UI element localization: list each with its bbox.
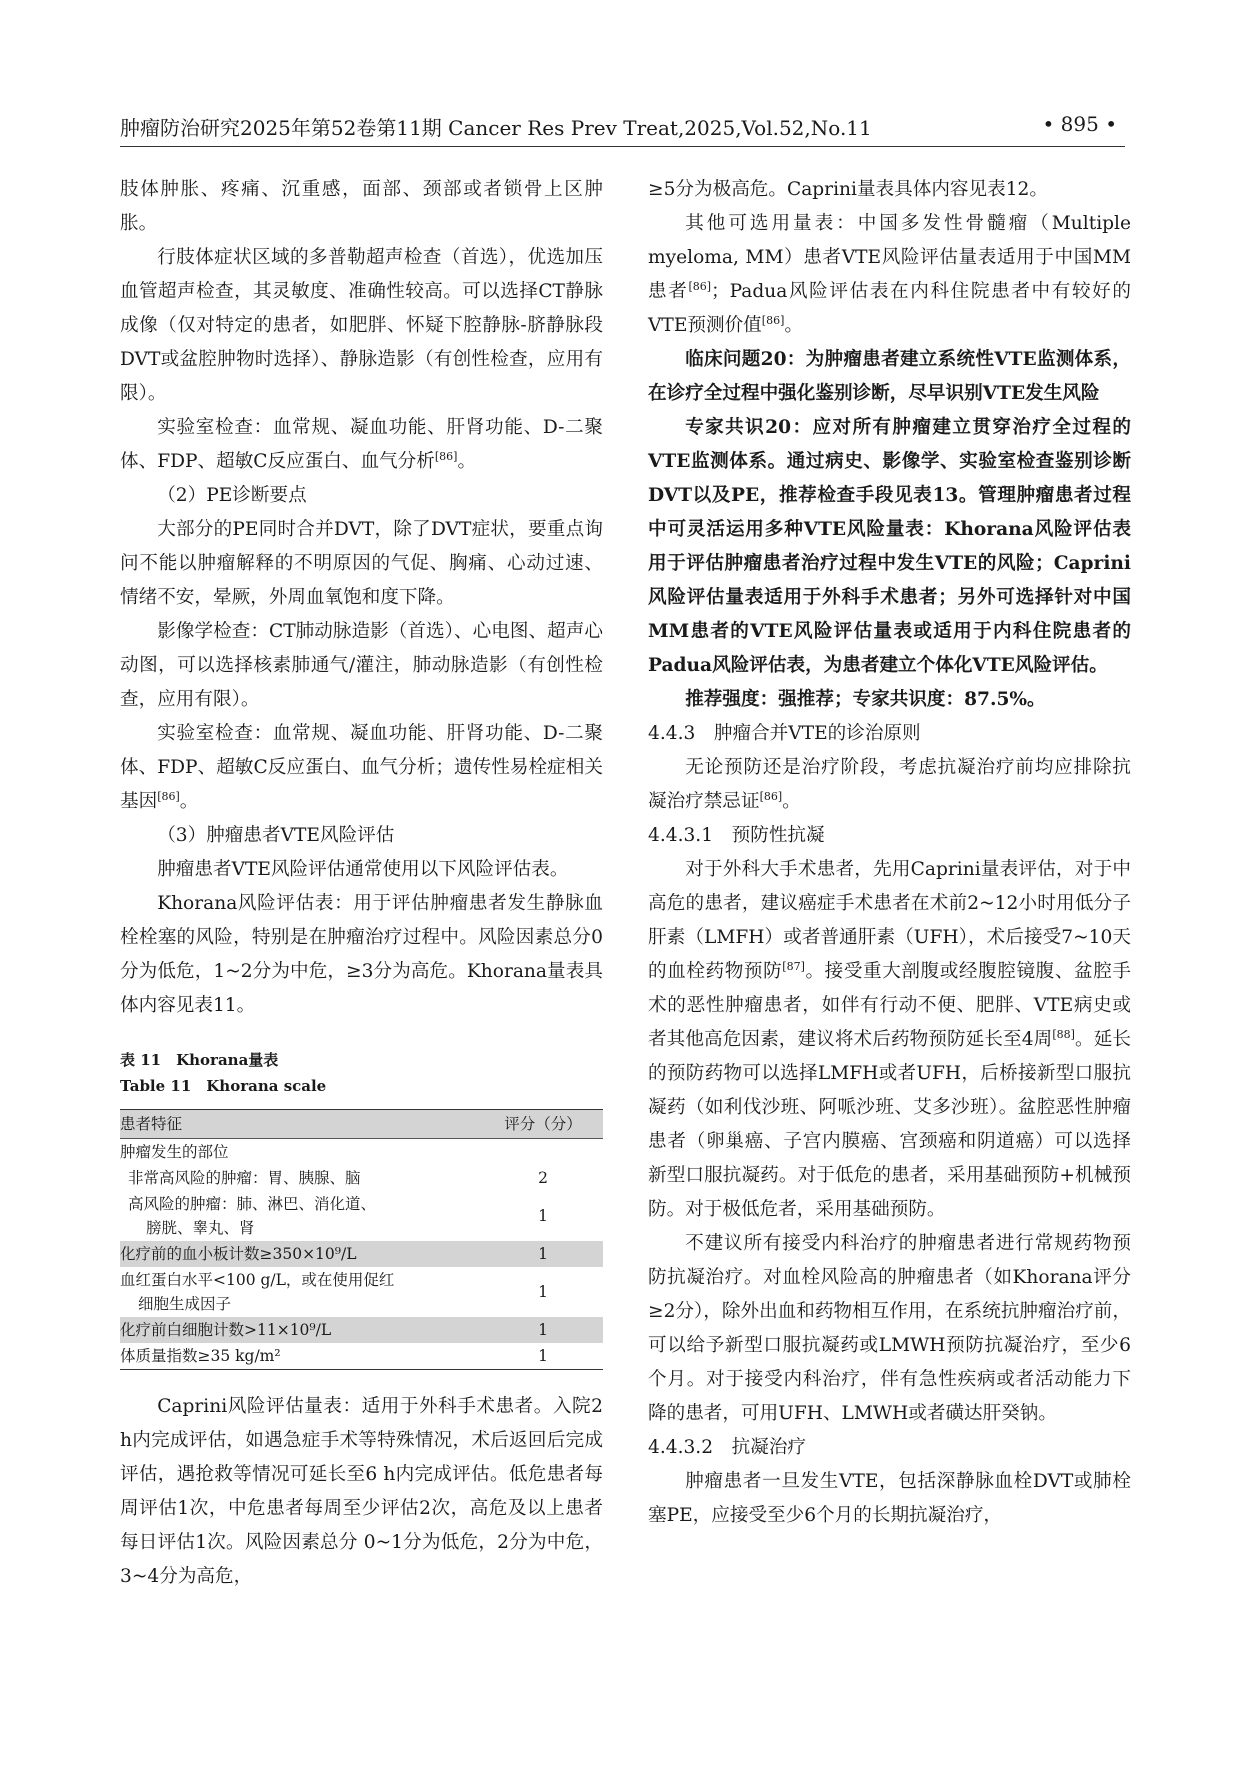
table-cell: 化疗前的血小板计数≥350×10⁹/L [120,1241,483,1267]
group-label: 肿瘤发生的部位 [120,1143,229,1161]
recommendation-strength: 推荐强度：强推荐；专家共识度：87.5%。 [685,689,1046,710]
section-heading: 4.4.3.2 抗凝治疗 [648,1437,807,1458]
column-header-score: 评分（分） [483,1110,603,1139]
citation: [87] [782,960,805,973]
citation: [86] [761,314,785,327]
section-heading: 4.4.3.1 预防性抗凝 [648,825,825,846]
table-cell: 1 [538,1347,548,1365]
citation: [88] [1052,1028,1075,1041]
paragraph: 肿瘤患者一旦发生VTE，包括深静脉血栓DVT或肺栓塞PE，应接受至少6个月的长期抗凝治疗， [648,1471,1131,1526]
page-number: • 895 • [1042,112,1117,136]
journal-title: 肿瘤防治研究2025年第52卷第11期 Cancer Res Prev Treat,2025,Vol.52,No.11 [120,116,872,140]
citation: [86] [157,790,180,803]
paragraph: 大部分的PE同时合并DVT，除了DVT症状，要重点询问不能以肿瘤解释的不明原因的气促、胸痛、心动过速、情绪不安，晕厥，外周血氧饱和度下降。 [120,519,603,608]
paragraph: 无论预防还是治疗阶段，考虑抗凝治疗前均应排除抗凝治疗禁忌证[86]。 [648,757,1131,812]
paragraph: 肿瘤患者VTE风险评估通常使用以下风险评估表。 [157,859,569,880]
table-cell: 1 [483,1241,603,1267]
table-cell: 1 [483,1317,603,1343]
table-cell: 化疗前白细胞计数>11×10⁹/L [120,1317,483,1343]
section-heading: （2）PE诊断要点 [157,485,307,506]
citation: [86] [688,280,712,293]
table-cell: 血红蛋白水平<100 g/L，或在使用促红 细胞生成因子 [120,1271,395,1313]
left-column [120,173,603,1594]
paragraph: Caprini风险评估量表：适用于外科手术患者。入院2 h内完成评估，如遇急症手术等特殊情况，术后返回后完成评估，遇抢救等情况可延长至6 h内完成评估。低危患者每周评估1次，中危患者每周至少评估2次，高危及以上患者每日评估1次。风险因素总分 0~1分为低危，2分为中危，3~4分为高危， [120,1396,603,1587]
table-cell: 体质量指数≥35 kg/m² [120,1347,281,1365]
table-caption-cn: 表 11 Khorana量表 [120,1051,279,1069]
paragraph: Khorana风险评估表：用于评估肿瘤患者发生静脉血栓栓塞的风险，特别是在肿瘤治疗过程中。风险因素总分0分为低危，1~2分为中危，≥3分为高危。Khorana量表具体内容见表11。 [120,893,603,1016]
table-row [120,1241,603,1267]
table-cell: 非常高风险的肿瘤：胃、胰腺、脑 [128,1169,361,1187]
running-header [120,108,1125,147]
table-row [120,1139,603,1166]
expert-consensus-20: 专家共识20：应对所有肿瘤建立贯穿治疗全过程的VTE监测体系。通过病史、影像学、实验室检查鉴别诊断DVT以及PE，推荐检查手段见表13。管理肿瘤患者过程中可灵活运用多种VTE风险量表：Khorana风险评估表用于评估肿瘤患者治疗过程中发生VTE的风险；Caprini风险评估量表适用于外科手术患者；另外可选择针对中国MM患者的VTE风险评估量表或适用于内科住院患者的Padua风险评估表，为患者建立个体化VTE风险评估。 [648,417,1131,676]
paragraph: 不建议所有接受内科治疗的肿瘤患者进行常规药物预防抗凝治疗。对血栓风险高的肿瘤患者（如Khorana评分≥2分），除外出血和药物相互作用，在系统抗肿瘤治疗前，可以给予新型口服抗凝药或LMWH预防抗凝治疗，至少6个月。对于接受内科治疗，伴有急性疾病或者活动能力下降的患者，可用UFH、LMWH或者磺达肝癸钠。 [648,1233,1131,1424]
table-row [120,1191,603,1241]
paragraph: 影像学检查：CT肺动脉造影（首选）、心电图、超声心动图，可以选择核素肺通气/灌注，肺动脉造影（有创性检查，应用有限）。 [120,621,603,710]
citation: [86] [434,450,458,463]
right-column [648,173,1131,1533]
section-heading: 4.4.3 肿瘤合并VTE的诊治原则 [648,723,921,744]
table-cell: 1 [538,1283,548,1301]
table-caption-en: Table 11 Khorana scale [120,1077,327,1095]
table-row [120,1165,603,1191]
column-header-feature: 患者特征 [120,1110,483,1139]
paragraph: 对于外科大手术患者，先用Caprini量表评估，对于中高危的患者，建议癌症手术患者在术前2~12小时用低分子肝素（LMFH）或者普通肝素（UFH），术后接受7~10天的血栓药物预防[87]。接受重大剖腹或经腹腔镜腹、盆腔手术的恶性肿瘤患者，如伴有行动不便、肥胖、VTE病史或者其他高危因素，建议将术后药物预防延长至4周[88]。延长的预防药物可以选择LMFH或者UFH，后桥接新型口服抗凝药（如利伐沙班、阿哌沙班、艾多沙班）。盆腔恶性肿瘤患者（卵巢癌、子宫内膜癌、宫颈癌和阴道癌）可以选择新型口服抗凝药。对于低危的患者，采用基础预防+机械预防。对于极低危者，采用基础预防。 [648,859,1131,1220]
clinical-question-20: 临床问题20：为肿瘤患者建立系统性VTE监测体系，在诊疗全过程中强化鉴别诊断，尽早识别VTE发生风险 [648,349,1131,404]
paragraph: 实验室检查：血常规、凝血功能、肝肾功能、D-二聚体、FDP、超敏C反应蛋白、血气分析[86]。 [120,417,603,472]
table-row [120,1317,603,1343]
table-cell: 2 [538,1169,548,1187]
table-row [120,1343,603,1370]
khorana-table [120,1109,603,1370]
table-cell: 1 [538,1207,548,1225]
section-heading: （3）肿瘤患者VTE风险评估 [157,825,395,846]
paragraph: 实验室检查：血常规、凝血功能、肝肾功能、D-二聚体、FDP、超敏C反应蛋白、血气分析；遗传性易栓症相关基因[86]。 [120,723,603,812]
table-row [120,1267,603,1317]
table-cell: 高风险的肿瘤：肺、淋巴、消化道、 膀胱、睾丸、肾 [128,1195,377,1237]
citation: [86] [759,790,783,803]
paragraph: 行肢体症状区域的多普勒超声检查（首选），优选加压血管超声检查，其灵敏度、准确性较高。可以选择CT静脉成像（仅对特定的患者，如肥胖、怀疑下腔静脉-脐静脉段DVT或盆腔肿物时选择）、静脉造影（有创性检查，应用有限）。 [120,247,603,404]
paragraph: 其他可选用量表：中国多发性骨髓瘤（Multiple myeloma, MM）患者VTE风险评估量表适用于中国MM患者[86]；Padua风险评估表在内科住院患者中有较好的VTE预测价值[86]。 [648,213,1131,336]
paragraph: ≥5分为极高危。Caprini量表具体内容见表12。 [648,179,1048,200]
paragraph: 肢体肿胀、疼痛、沉重感，面部、颈部或者锁骨上区肿胀。 [120,179,603,234]
